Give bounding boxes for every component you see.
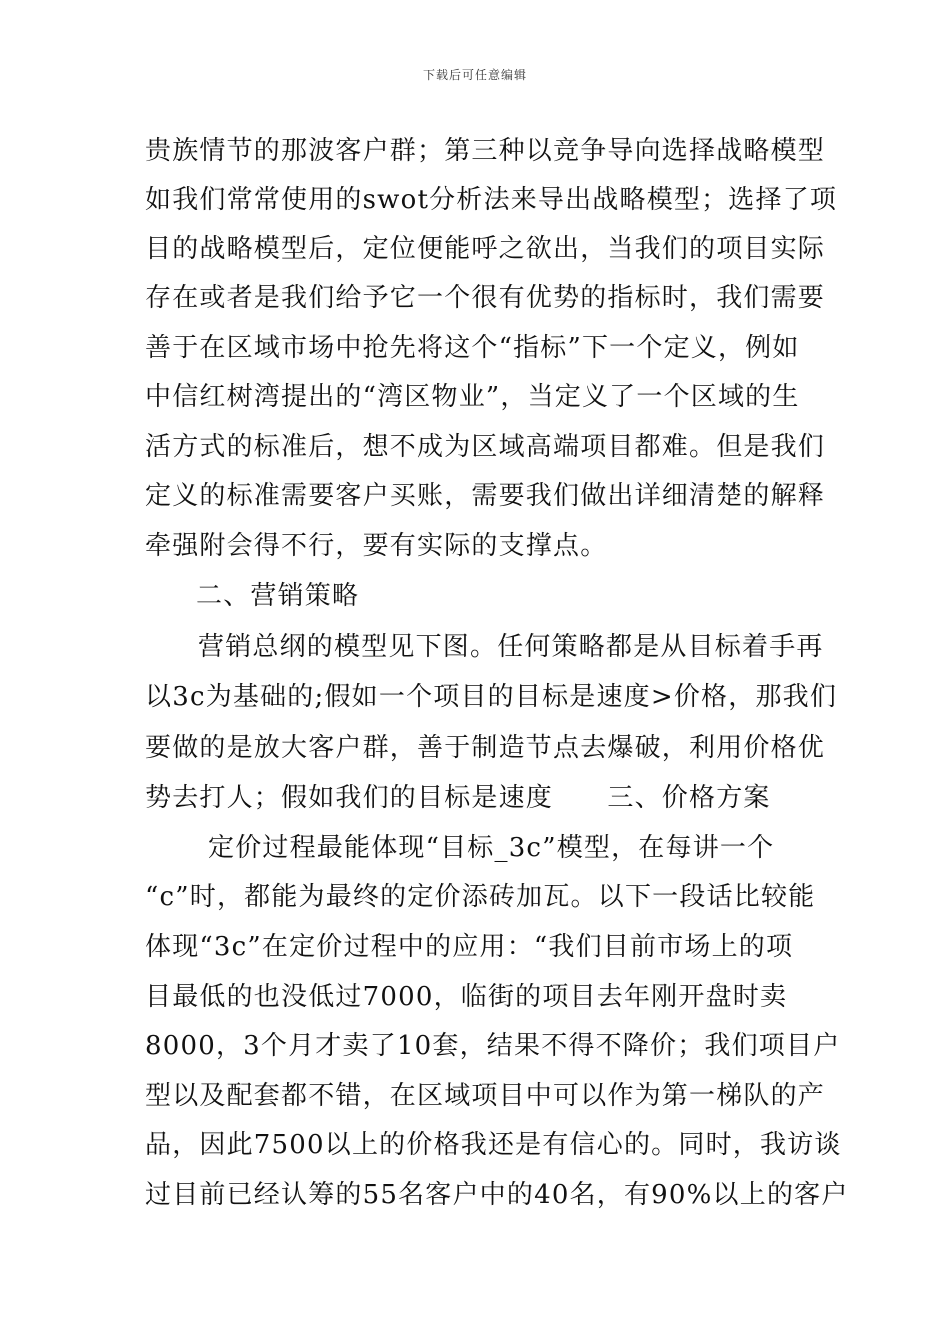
text-line: 善于在区域市场中抢先将这个“指标”下一个定义，例如 (145, 333, 800, 363)
text-line: 存在或者是我们给予它一个很有优势的指标时，我们需要 (145, 283, 826, 313)
text-line: 品，因此7500以上的价格我还是有信心的。同时，我访谈 (145, 1130, 842, 1160)
text-line: 贵族情节的那波客户群；第三种以竞争导向选择战略模型 (145, 136, 826, 166)
text-line: 势去打人；假如我们的目标是速度 三、价格方案 (145, 783, 771, 813)
text-line: 定义的标准需要客户买账，需要我们做出详细清楚的解释 (145, 481, 826, 511)
text-line: 要做的是放大客户群，善于制造节点去爆破，利用价格优 (145, 733, 826, 763)
section-heading: 二、营销策略 (196, 581, 360, 611)
text-line: 型以及配套都不错，在区域项目中可以作为第一梯队的产 (145, 1081, 826, 1111)
text-line: 目的战略模型后，定位便能呼之欲出，当我们的项目实际 (145, 234, 826, 264)
text-line: 8000，3个月才卖了10套，结果不得不降价；我们项目户 (145, 1031, 841, 1061)
text-line: 活方式的标准后，想不成为区域高端项目都难。但是我们 (145, 432, 826, 462)
text-line: 目最低的也没低过7000，临街的项目去年刚开盘时卖 (145, 982, 788, 1012)
page-header: 下载后可任意编辑 (422, 68, 527, 82)
text-line: 牵强附会得不行，要有实际的支撑点。 (145, 531, 608, 561)
text-line: 体现“3c”在定价过程中的应用：“我们目前市场上的项 (145, 932, 794, 962)
text-line: 营销总纲的模型见下图。任何策略都是从目标着手再 (198, 632, 824, 662)
text-line: “c”时，都能为最终的定价添砖加瓦。以下一段话比较能 (145, 882, 816, 912)
text-line: 如我们常常使用的swot分析法来导出战略模型；选择了项 (145, 185, 838, 215)
text-line: 中信红树湾提出的“湾区物业”，当定义了一个区域的生 (145, 382, 800, 412)
text-line: 过目前已经认筹的55名客户中的40名，有90%以上的客户 (145, 1180, 849, 1210)
text-line: 以3c为基础的;假如一个项目的目标是速度>价格，那我们 (145, 682, 838, 712)
text-line: 定价过程最能体现“目标_3c”模型，在每讲一个 (208, 833, 775, 863)
